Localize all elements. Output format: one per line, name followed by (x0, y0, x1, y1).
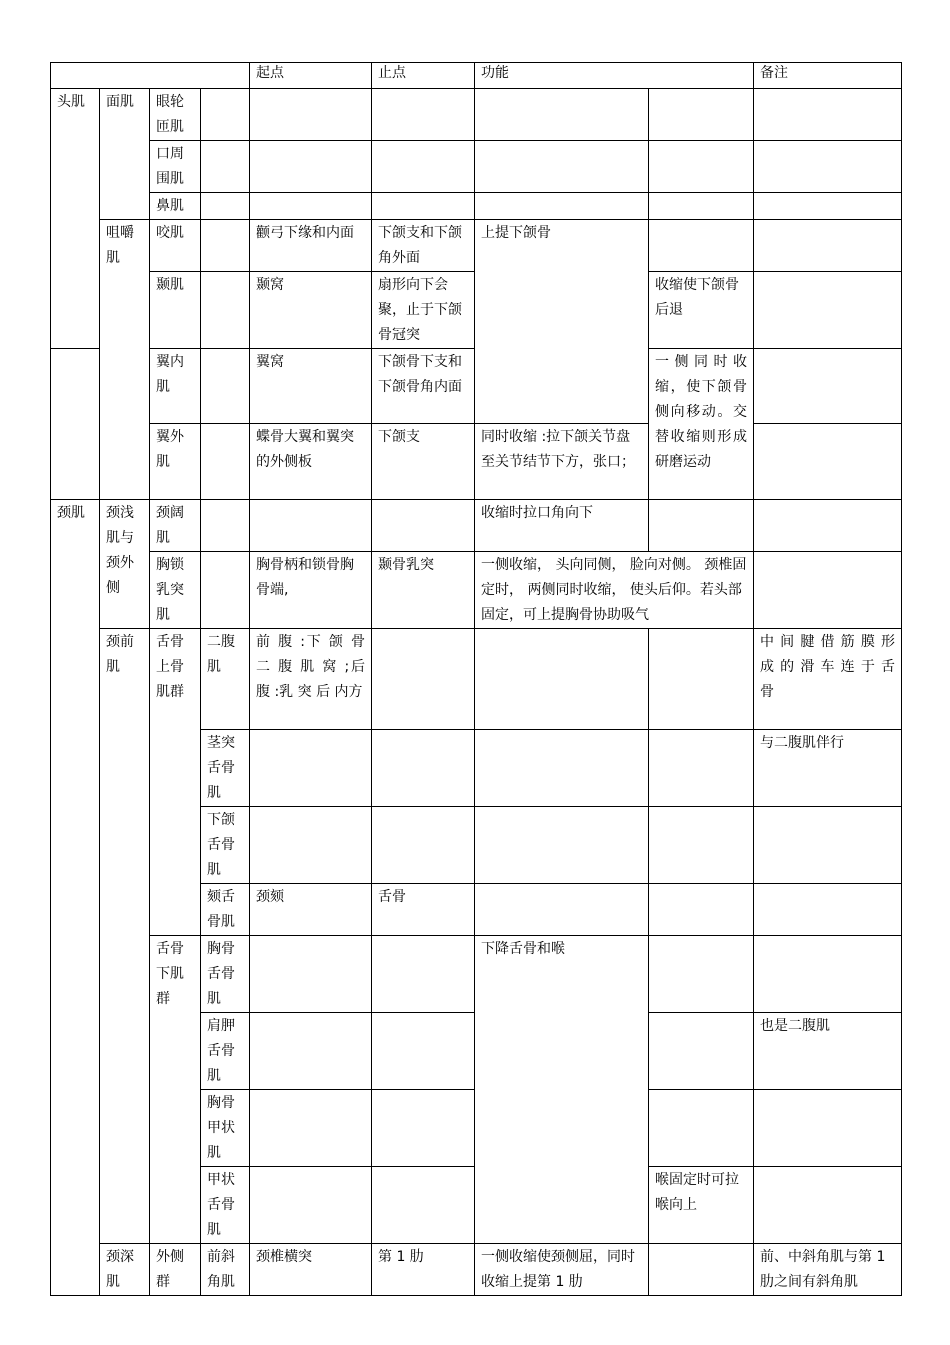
function-cell: 一侧同时收缩，使下颌骨侧向移动。交替收缩则形成研磨运动 (649, 349, 754, 500)
table-row (51, 500, 902, 552)
table-row (51, 552, 902, 629)
muscle-name: 颈阔肌 (150, 500, 201, 552)
muscle-name: 颞肌 (150, 272, 201, 349)
subgroup-anterior: 颈前肌 (100, 629, 150, 1244)
insertion-cell: 舌骨 (372, 884, 475, 936)
subgroup-superficial: 颈浅肌与颈外侧 (100, 500, 150, 629)
note-cell: 也是二腹肌 (754, 1013, 902, 1090)
origin-cell: 胸骨柄和锁骨胸骨端, (250, 552, 372, 629)
origin-cell: 翼窝 (250, 349, 372, 424)
note-cell: 与二腹肌伴行 (754, 730, 902, 807)
group-head: 头肌 (51, 89, 100, 349)
muscle-name: 二腹肌 (201, 629, 250, 730)
origin-cell: 颞窝 (250, 272, 372, 349)
function-cell: 一侧收缩使颈侧屈，同时收缩上提第 1 肋 (475, 1244, 649, 1296)
insertion-cell: 下颌支 (372, 424, 475, 500)
function-cell: 收缩使下颌骨后退 (649, 272, 754, 349)
muscle-name: 胸锁乳突肌 (150, 552, 201, 629)
table-row (51, 220, 902, 272)
header-note: 备注 (754, 63, 902, 89)
muscle-name: 翼内肌 (150, 349, 201, 424)
subgroup-masticatory: 咀嚼肌 (100, 220, 150, 349)
muscle-name: 甲状舌骨肌 (201, 1167, 250, 1244)
header-function: 功能 (475, 63, 754, 89)
header-insertion: 止点 (372, 63, 475, 89)
table-row (51, 629, 902, 730)
muscle-name: 茎突舌骨肌 (201, 730, 250, 807)
muscle-name: 胸骨甲状肌 (201, 1090, 250, 1167)
subgroup-infrahyoid: 舌骨下肌群 (150, 936, 201, 1244)
muscle-name: 眼轮匝肌 (150, 89, 201, 141)
insertion-cell: 下颌支和下颌角外面 (372, 220, 475, 272)
insertion-cell: 扇形向下会聚，止于下颌骨冠突 (372, 272, 475, 349)
muscle-name: 下颌舌骨肌 (201, 807, 250, 884)
muscle-name: 胸骨舌骨肌 (201, 936, 250, 1013)
muscle-name: 前斜角肌 (201, 1244, 250, 1296)
table-row (51, 89, 902, 141)
muscle-table (50, 62, 902, 1296)
origin-cell: 颈颏 (250, 884, 372, 936)
header-row (51, 63, 902, 89)
function-cell: 喉固定时可拉喉向上 (649, 1167, 754, 1244)
function-cell: 一侧收缩， 头向同侧， 脸向对侧。 颈椎固定时， 两侧同时收缩， 使头后仰。若头部固定，可上提胸骨协助吸气 (475, 552, 754, 629)
header-origin: 起点 (250, 63, 372, 89)
subgroup-deep: 颈深肌 (100, 1244, 150, 1296)
subgroup-lateral: 外侧群 (150, 1244, 201, 1296)
insertion-cell: 第 1 肋 (372, 1244, 475, 1296)
table-row (51, 193, 902, 220)
insertion-cell: 颞骨乳突 (372, 552, 475, 629)
function-cell: 下降舌骨和喉 (475, 936, 649, 1244)
function-cell: 同时收缩 :拉下颌关节盘至关节结节下方，张口； (475, 424, 649, 500)
group-neck: 颈肌 (51, 500, 100, 1296)
insertion-cell: 下颌骨下支和下颌骨角内面 (372, 349, 475, 424)
table-row (51, 141, 902, 193)
muscle-name: 肩胛舌骨肌 (201, 1013, 250, 1090)
function-cell: 收缩时拉口角向下 (475, 500, 649, 552)
origin-cell: 颈椎横突 (250, 1244, 372, 1296)
muscle-name: 颏舌骨肌 (201, 884, 250, 936)
subgroup-facial: 面肌 (100, 89, 150, 220)
table-row (51, 936, 902, 1013)
muscle-name: 鼻肌 (150, 193, 201, 220)
table-row (51, 1244, 902, 1296)
note-cell: 中 间 腱 借 筋 膜 形 成 的 滑 车 连 于 舌 骨 (754, 629, 902, 730)
muscle-name: 口周围肌 (150, 141, 201, 193)
subgroup-suprahyoid: 舌骨上骨肌群 (150, 629, 201, 936)
muscle-name: 咬肌 (150, 220, 201, 272)
origin-cell: 蝶骨大翼和翼突的外侧板 (250, 424, 372, 500)
table-row (51, 424, 902, 500)
origin-cell: 前 腹 :下 颌 骨 二 腹 肌 窝 ;后 腹 :乳 突 后 内方 (250, 629, 372, 730)
muscle-name: 翼外肌 (150, 424, 201, 500)
function-cell: 上提下颌骨 (475, 220, 649, 424)
note-cell: 前、中斜角肌与第 1肋之间有斜角肌 (754, 1244, 902, 1296)
origin-cell: 颧弓下缘和内面 (250, 220, 372, 272)
